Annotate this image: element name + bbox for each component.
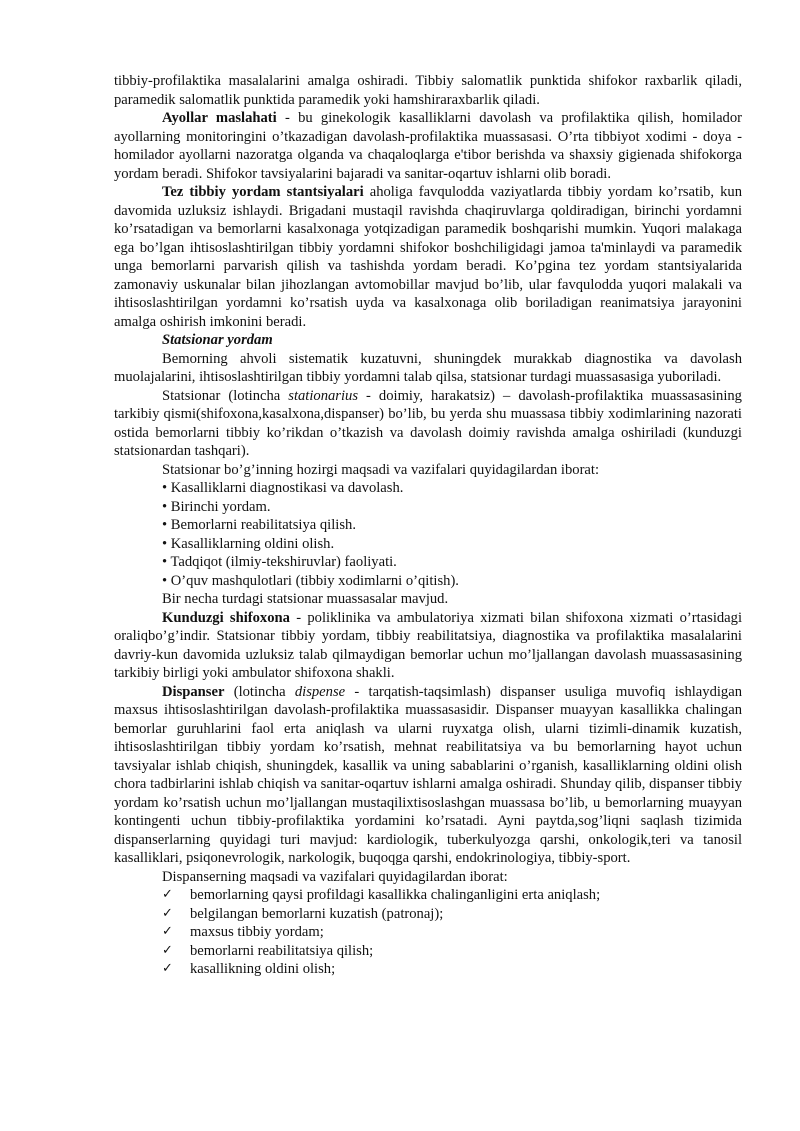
paragraph-text: (lotincha [224, 683, 295, 700]
checkmark-icon: ✓ [162, 942, 173, 958]
paragraph-bemorning-ahvoli: Bemorning ahvoli sistematik kuzatuvni, shuningdek murakkab diagnostika va davolash muolajalarini, ihtisoslashtirilgan tibbiy yordamni talab qilsa, statsionar turdagi muassasasiga yuboriladi. [114, 350, 742, 385]
dispanser-tasks-list [114, 886, 742, 979]
paragraph-statsionar-definition [114, 387, 742, 461]
list-item [162, 905, 742, 924]
term-dispanser: Dispanser [162, 683, 225, 700]
list-item [162, 886, 742, 905]
list-item [162, 942, 742, 961]
paragraph-statsionar-types: Bir necha turdagi statsionar muassasalar mavjud. [162, 591, 449, 607]
list-item: • Kasalliklarning oldini olish. [162, 535, 335, 552]
paragraph-dispanser-tasks-intro: Dispanserning maqsadi va vazifalari quyidagilardan iborat: [162, 868, 508, 885]
checkmark-icon: ✓ [162, 924, 173, 939]
paragraph-kunduzgi-shifoxona [114, 609, 742, 683]
paragraph-ayollar-maslahati [114, 109, 742, 183]
term-kunduzgi-shifoxona: Kunduzgi shifoxona [162, 609, 290, 626]
paragraph-text: aholiga favqulodda vaziyatlarda tibbiy yordam ko’rsatib, kun davomida uzluksiz ishlaydi. Brigadani mustaqil ravishda chaqiruvlarga qoldiradigan, birinchi yordamni ko’rsatadigan va bemorlarni kasalxonaga yotqizadigan paramedik boshqarishi mumkin. Yuqori malakaga ega bo’lgan ihtisoslashtirilgan tibbiy yordamni shifokor boshchiligidagi jamoa ta'minlaydi va paramedik unga bemorlarni parvarish qilish va tashishda yordam beradi. Ko’pgina tez yordam stantsiyalarida zamonaviy uskunalar bilan jihozlangan avtomobillar mavjud bo’lib, ular favqulodda yuqori malakali va ihtisoslashtirilgan yordamni ko’rsatish uyda va kasalxonaga olib boriladigan reanimatsiya jarayonini amalga oshirish imkonini beradi. [114, 184, 742, 330]
paragraph-statsionar-tasks-intro: Statsionar bo’g’inning hozirgi maqsadi va vazifalari quyidagilardan iborat: [162, 461, 600, 478]
list-item [162, 923, 742, 942]
checkmark-icon: ✓ [162, 905, 173, 921]
paragraph-text: Statsionar (lotincha [162, 387, 289, 404]
paragraph-dispanser [114, 683, 742, 868]
list-item-text: bemorlarning qaysi profildagi kasallikka chalinganligini erta aniqlash; [190, 887, 601, 903]
list-item: • Kasalliklarni diagnostikasi va davolash. [162, 480, 404, 496]
list-item [162, 960, 742, 979]
list-item: • Bemorlarni reabilitatsiya qilish. [162, 517, 356, 533]
list-item-text: maxsus tibbiy yordam; [190, 924, 324, 940]
list-item-text: belgilangan bemorlarni kuzatish (patronaj); [190, 905, 444, 922]
list-item: • Tadqiqot (ilmiy-tekshiruvlar) faoliyati. [162, 554, 397, 570]
term-ayollar-maslahati: Ayollar maslahati [162, 110, 277, 126]
list-item: • O’quv mashqulotlari (tibbiy xodimlarni o’qitish). [162, 572, 459, 589]
term-tez-yordam: Tez tibbiy yordam stantsiyalari [162, 184, 364, 200]
checkmark-icon: ✓ [162, 887, 173, 902]
section-heading-statsionar: Statsionar yordam [162, 332, 273, 348]
paragraph-text: - bu ginekologik kasalliklarni davolash va profilaktika qilish, homilador ayollarning monitoringini o’tkazadigan davolash-profilaktika muassasasi. O’rta tibbiyot xodimi - doya - homilador ayollarni nazoratga olganda va chaqaloqlarga e'tibor berishda va shaxsiy gigienada shifokorga yordam beradi. Shifokor tavsiyalarini bajaradi va sanitar-oqartuv ishlarni olib boradi. [114, 110, 742, 182]
latin-term: dispense [294, 683, 346, 700]
checkmark-icon: ✓ [162, 961, 173, 976]
paragraph-tez-yordam [114, 183, 742, 331]
list-item-text: kasallikning oldini olish; [190, 961, 336, 977]
latin-term: stationarius [288, 387, 359, 404]
paragraph-text: - tarqatish-taqsimlash) dispanser usuliga muvofiq ishlaydigan maxsus ihtisoslashtirilgan davolash-profilaktika muassasasidir. Dispanser muayyan kasallikka chalingan bemorlar guruhlarini faol erta aniqlash va ularni ruyxatga olish, ularni tizimli-dinamik kuzatish, ihtisoslashtirilgan tibbiy yordam ko’rsatish, mehnat reabilitatsiya va bu bemorlarning hayot uchun tavsiyalar ishlab chiqish, shuningdek, kasallik va uning sabablarini o’rganish, kasalliklarning oldini olish chora tadbirlarini ishlab chiqish va sanitar-oqartuv ishlarni amalga oshiradi. Shunday qilib, dispanser tibbiy yordam ko’rsatish uchun mo’ljallangan mustaqilixtisoslashgan muassasa bo’lib, u bemorlarning muayyan kontingenti uchun tibbiy-profilaktika yordamini ko’rsatadi. Ayni paytda,sog’liqni saqlash tizimida dispanserlarning quyidagi turi mavjud: kardiologik, tuberkulyozga qarshi, onkologik,teri va tanosil kasalliklari, psiqonevrologik, narkologik, buqoqga qarshi, endokrinologiya, tibbiy-sport. [114, 683, 743, 866]
document-page [114, 72, 742, 979]
paragraph-text: - doimiy, harakatsiz) – davolash-profilaktika muassasasining tarkibiy qismi(shifoxona,kasalxona,dispanser) bo’lib, bu yerda shu muassasa tibbiy xodimlarining nazorati ostida bemorlarni tibbiy ko’rikdan o’tkazish va davolash doimiy ravishda amalga oshiriladi (kunduzgi statsionardan tashqari). [114, 387, 742, 459]
statsionar-tasks-list [114, 479, 742, 590]
paragraph-intro: tibbiy-profilaktika masalalarini amalga oshiradi. Tibbiy salomatlik punktida shifokor raxbarlik qiladi, paramedik salomatlik punktida paramedik yoki hamshiraraxbarlik qiladi. [114, 73, 742, 108]
paragraph-text: - poliklinika va ambulatoriya xizmati bilan shifoxona xizmati o’rtasidagi oraliqbo’g’indir. Statsionar tibbiy yordam, tibbiy reabilitatsiya, diagnostika va profilaktika masalalarini davriy-kun davomida uzluksiz talab qilmaydigan bemorlar uchun mo’ljallangan davolash muassasasining tarkibiy birligi yoki ambulator shifoxona shakli. [114, 609, 742, 681]
list-item-text: bemorlarni reabilitatsiya qilish; [190, 942, 374, 959]
list-item: • Birinchi yordam. [162, 498, 271, 515]
